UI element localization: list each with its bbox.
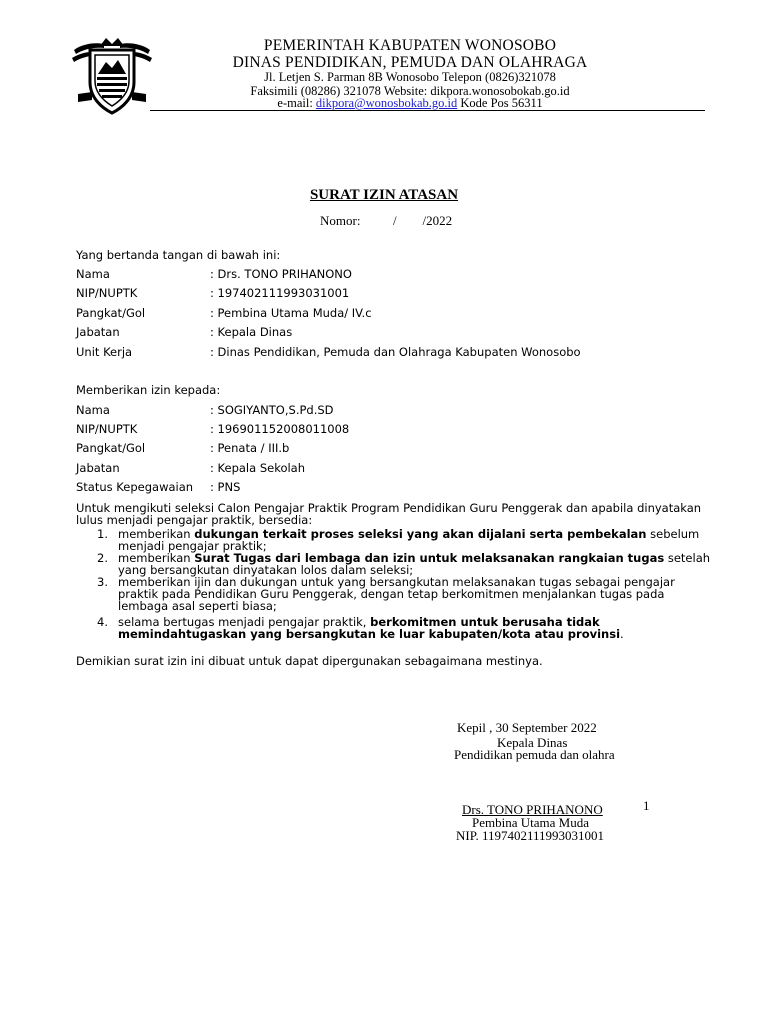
grant-intro-text: Memberikan izin kepada: xyxy=(76,383,221,397)
superior-label: Nama xyxy=(76,267,110,281)
email-link[interactable]: dikpora@wonosbokab.go.id xyxy=(315,96,458,110)
list-item-text: memberikan ijin dan dukungan untuk yang bersangkutan melaksanakan tugas sebagai pengajar praktik pada Pendidikan Guru Penggerak, dengan tetap berkomitmen menjalankan tugas pada lembaga asal seperti biasa; xyxy=(118,575,675,613)
list-item-emphasis: Surat Tugas dari lembaga dan izin untuk melaksanakan rangkaian tugas xyxy=(194,551,665,565)
superior-label: Pangkat/Gol xyxy=(76,306,146,320)
letterhead-fax-website: Faksimili (08286) 321078 Website: dikpora.wonosobokab.go.id xyxy=(250,84,570,98)
purpose-paragraph: Untuk mengikuti seleksi Calon Pengajar Praktik Program Pendidikan Guru Penggerak dan apabila dinyatakan lulus menjadi pengajar praktik, bersedia: xyxy=(76,501,702,527)
superior-value: : 197402111993031001 xyxy=(210,286,350,300)
letterhead-divider xyxy=(150,110,705,111)
signer-rank: Pembina Utama Muda xyxy=(472,815,589,830)
letter-number: Nomor: / /2022 xyxy=(320,213,453,228)
list-item-text: . xyxy=(620,627,624,641)
signer-position: Kepala Dinas xyxy=(497,735,568,750)
regency-crest-icon xyxy=(70,36,154,116)
grantee-value: : Penata / III.b xyxy=(210,441,290,455)
signer-name: Drs. TONO PRIHANONO xyxy=(462,802,603,817)
list-number: 2. xyxy=(97,551,108,565)
superior-value: : Drs. TONO PRIHANONO xyxy=(210,267,352,281)
list-item xyxy=(118,528,716,552)
list-number: 4. xyxy=(97,615,108,629)
list-item-text: memberikan xyxy=(118,551,195,565)
list-item-emphasis: dukungan terkait proses seleksi yang akan dijalani serta pembekalan xyxy=(194,527,647,541)
grantee-label: Status Kepegawaian xyxy=(76,480,194,494)
list-item-emphasis: berkomitmen untuk berusaha tidak memindahtugaskan yang bersangkutan ke luar kabupaten/kota atau provinsi xyxy=(118,615,621,641)
letterhead-office: DINAS PENDIDIKAN, PEMUDA DAN OLAHRAGA xyxy=(232,54,588,71)
grantee-label: Jabatan xyxy=(76,461,120,475)
list-number: 1. xyxy=(97,527,108,541)
list-item xyxy=(118,552,716,576)
list-item xyxy=(118,576,716,612)
grantee-label: Nama xyxy=(76,403,110,417)
superior-value: : Kepala Dinas xyxy=(210,325,293,339)
superior-label: Jabatan xyxy=(76,325,120,339)
superior-value: : Dinas Pendidikan, Pemuda dan Olahraga Kabupaten Wonosobo xyxy=(210,345,581,359)
grantee-label: Pangkat/Gol xyxy=(76,441,146,455)
email-prefix: e-mail: xyxy=(277,96,316,110)
list-item-text: sebelum menjadi pengajar praktik; xyxy=(118,527,700,553)
list-item-text: setelah yang bersangkutan dinyatakan lolos dalam seleksi; xyxy=(118,551,711,577)
grantee-value: : 196901152008011008 xyxy=(210,422,350,436)
list-item-text: selama bertugas menjadi pengajar praktik, xyxy=(118,615,371,629)
superior-label: Unit Kerja xyxy=(76,345,133,359)
superior-label: NIP/NUPTK xyxy=(76,286,138,300)
signer-nip: NIP. 1197402111993031001 xyxy=(456,828,605,843)
superior-value: : Pembina Utama Muda/ IV.c xyxy=(210,306,372,320)
grantee-value: : Kepala Sekolah xyxy=(210,461,306,475)
letterhead-email-line xyxy=(150,96,670,111)
grantee-label: NIP/NUPTK xyxy=(76,422,138,436)
letterhead-government: PEMERINTAH KABUPATEN WONOSOBO xyxy=(263,37,557,54)
letter-title-text: SURAT IZIN ATASAN xyxy=(309,187,459,203)
postal-code: Kode Pos 56311 xyxy=(457,96,543,110)
letterhead-address: Jl. Letjen S. Parman 8B Wonosobo Telepon (0826)321078 xyxy=(264,70,556,84)
page-mark: 1 xyxy=(643,798,650,813)
intro-text: Yang bertanda tangan di bawah ini: xyxy=(76,248,281,262)
closing-text: Demikian surat izin ini dibuat untuk dapat dipergunakan sebagaimana mestinya. xyxy=(76,654,543,668)
list-number: 3. xyxy=(97,575,108,589)
grantee-value: : PNS xyxy=(210,480,241,494)
list-item xyxy=(118,616,716,640)
signer-office: Pendidikan pemuda dan olahra xyxy=(454,747,615,762)
letter-title xyxy=(0,187,768,204)
place-date: Kepil , 30 September 2022 xyxy=(457,720,597,735)
list-item-text: memberikan xyxy=(118,527,195,541)
grantee-value: : SOGIYANTO,S.Pd.SD xyxy=(210,403,334,417)
